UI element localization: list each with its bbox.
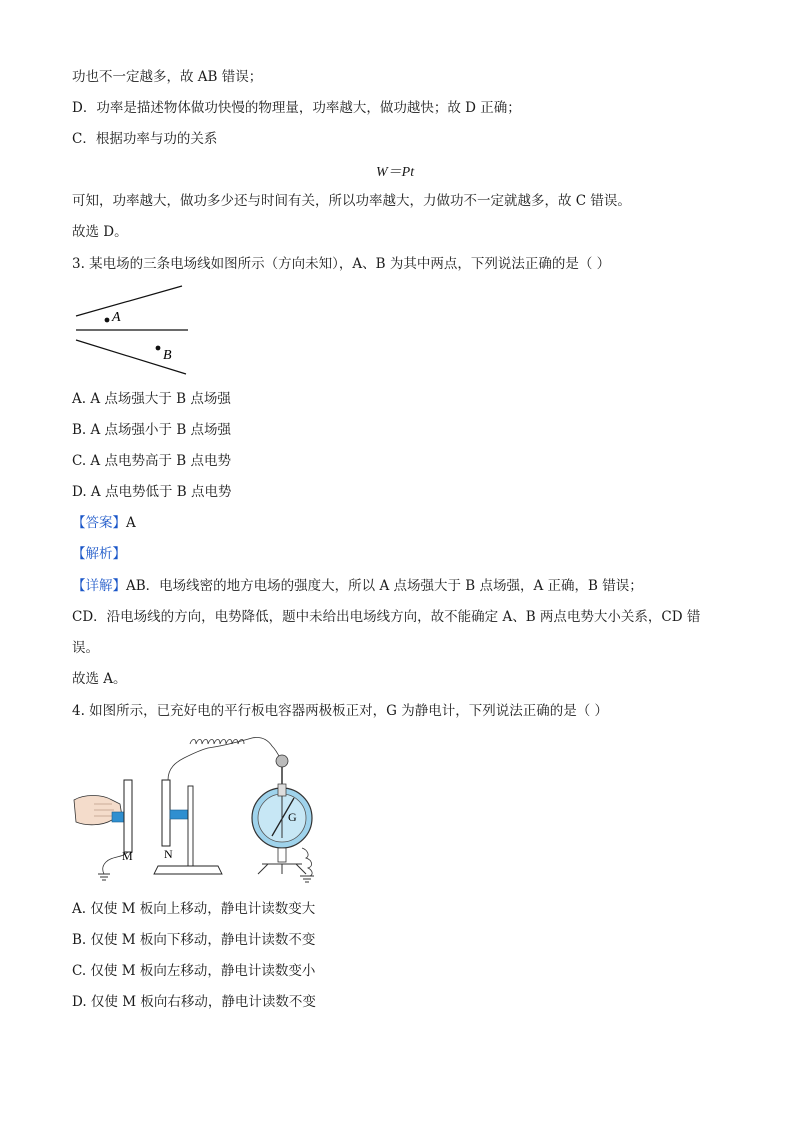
answer-value: A [126,515,136,531]
plate-m [124,780,132,852]
electric-field-figure [70,282,200,378]
detail-tag: 【详解】 [72,578,126,594]
stand-base [154,866,222,874]
detail-text: AB．电场线密的地方电场的强度大，所以 A 点场强大于 B 点场强，A 正确，B 错误； [126,578,643,594]
m-handle [112,812,124,822]
detail-row [72,577,643,595]
text-line: C．根据功率与功的关系 [72,131,218,147]
answer-tag: 【答案】 [72,515,126,531]
option-a: A. A 点场强大于 B 点场强 [72,391,231,407]
formula: W＝Pt [376,165,415,180]
field-line-top [76,286,182,316]
n-clamp [170,810,188,819]
label-g: G [288,810,297,824]
option-b: B. A 点场强小于 B 点场强 [72,422,232,438]
plate-n [162,780,170,846]
label-n: N [164,847,173,861]
option-a: A. 仅使 M 板向上移动，静电计读数变大 [72,901,316,917]
point-a-label: A [112,310,121,325]
text-line: D．功率是描述物体做功快慢的物理量，功率越大，做功越快；故 D 正确； [72,100,521,116]
option-c: C. A 点电势高于 B 点电势 [72,453,231,469]
option-d: D. 仅使 M 板向右移动，静电计读数不变 [72,994,316,1010]
point-b-dot [156,346,161,351]
option-b: B. 仅使 M 板向下移动，静电计读数不变 [72,932,316,948]
text-line: 误。 [72,640,99,656]
text-line: 功也不一定越多，故 AB 错误； [72,69,263,85]
point-b-label: B [163,348,172,363]
question-4: 4. 如图所示，已充好电的平行板电容器两极板正对，G 为静电计，下列说法正确的是（ ） [72,703,609,719]
label-m: M [122,849,133,863]
coil-wire [168,737,280,780]
option-c: C. 仅使 M 板向左移动，静电计读数变小 [72,963,316,979]
option-d: D. A 点电势低于 B 点电势 [72,484,232,500]
capacitor-electrometer-figure [72,728,322,888]
question-3: 3. 某电场的三条电场线如图所示（方向未知），A、B 为其中两点，下列说法正确的是（ ） [72,256,611,272]
answer-row [72,514,136,532]
stand-rod [188,786,193,866]
text-line: 故选 D。 [72,224,128,240]
text-line: 故选 A。 [72,671,127,687]
point-a-dot [105,318,110,323]
text-line: CD．沿电场线的方向，电势降低，题中未给出电场线方向，故不能确定 A、B 两点电势大小关系，CD 错 [72,609,701,625]
text-line: 可知，功率越大，做功多少还与时间有关，所以功率越大，力做功不一定就越多，故 C 错误。 [72,193,631,209]
analysis-tag: 【解析】 [72,546,126,562]
electrometer-knob [276,755,288,767]
